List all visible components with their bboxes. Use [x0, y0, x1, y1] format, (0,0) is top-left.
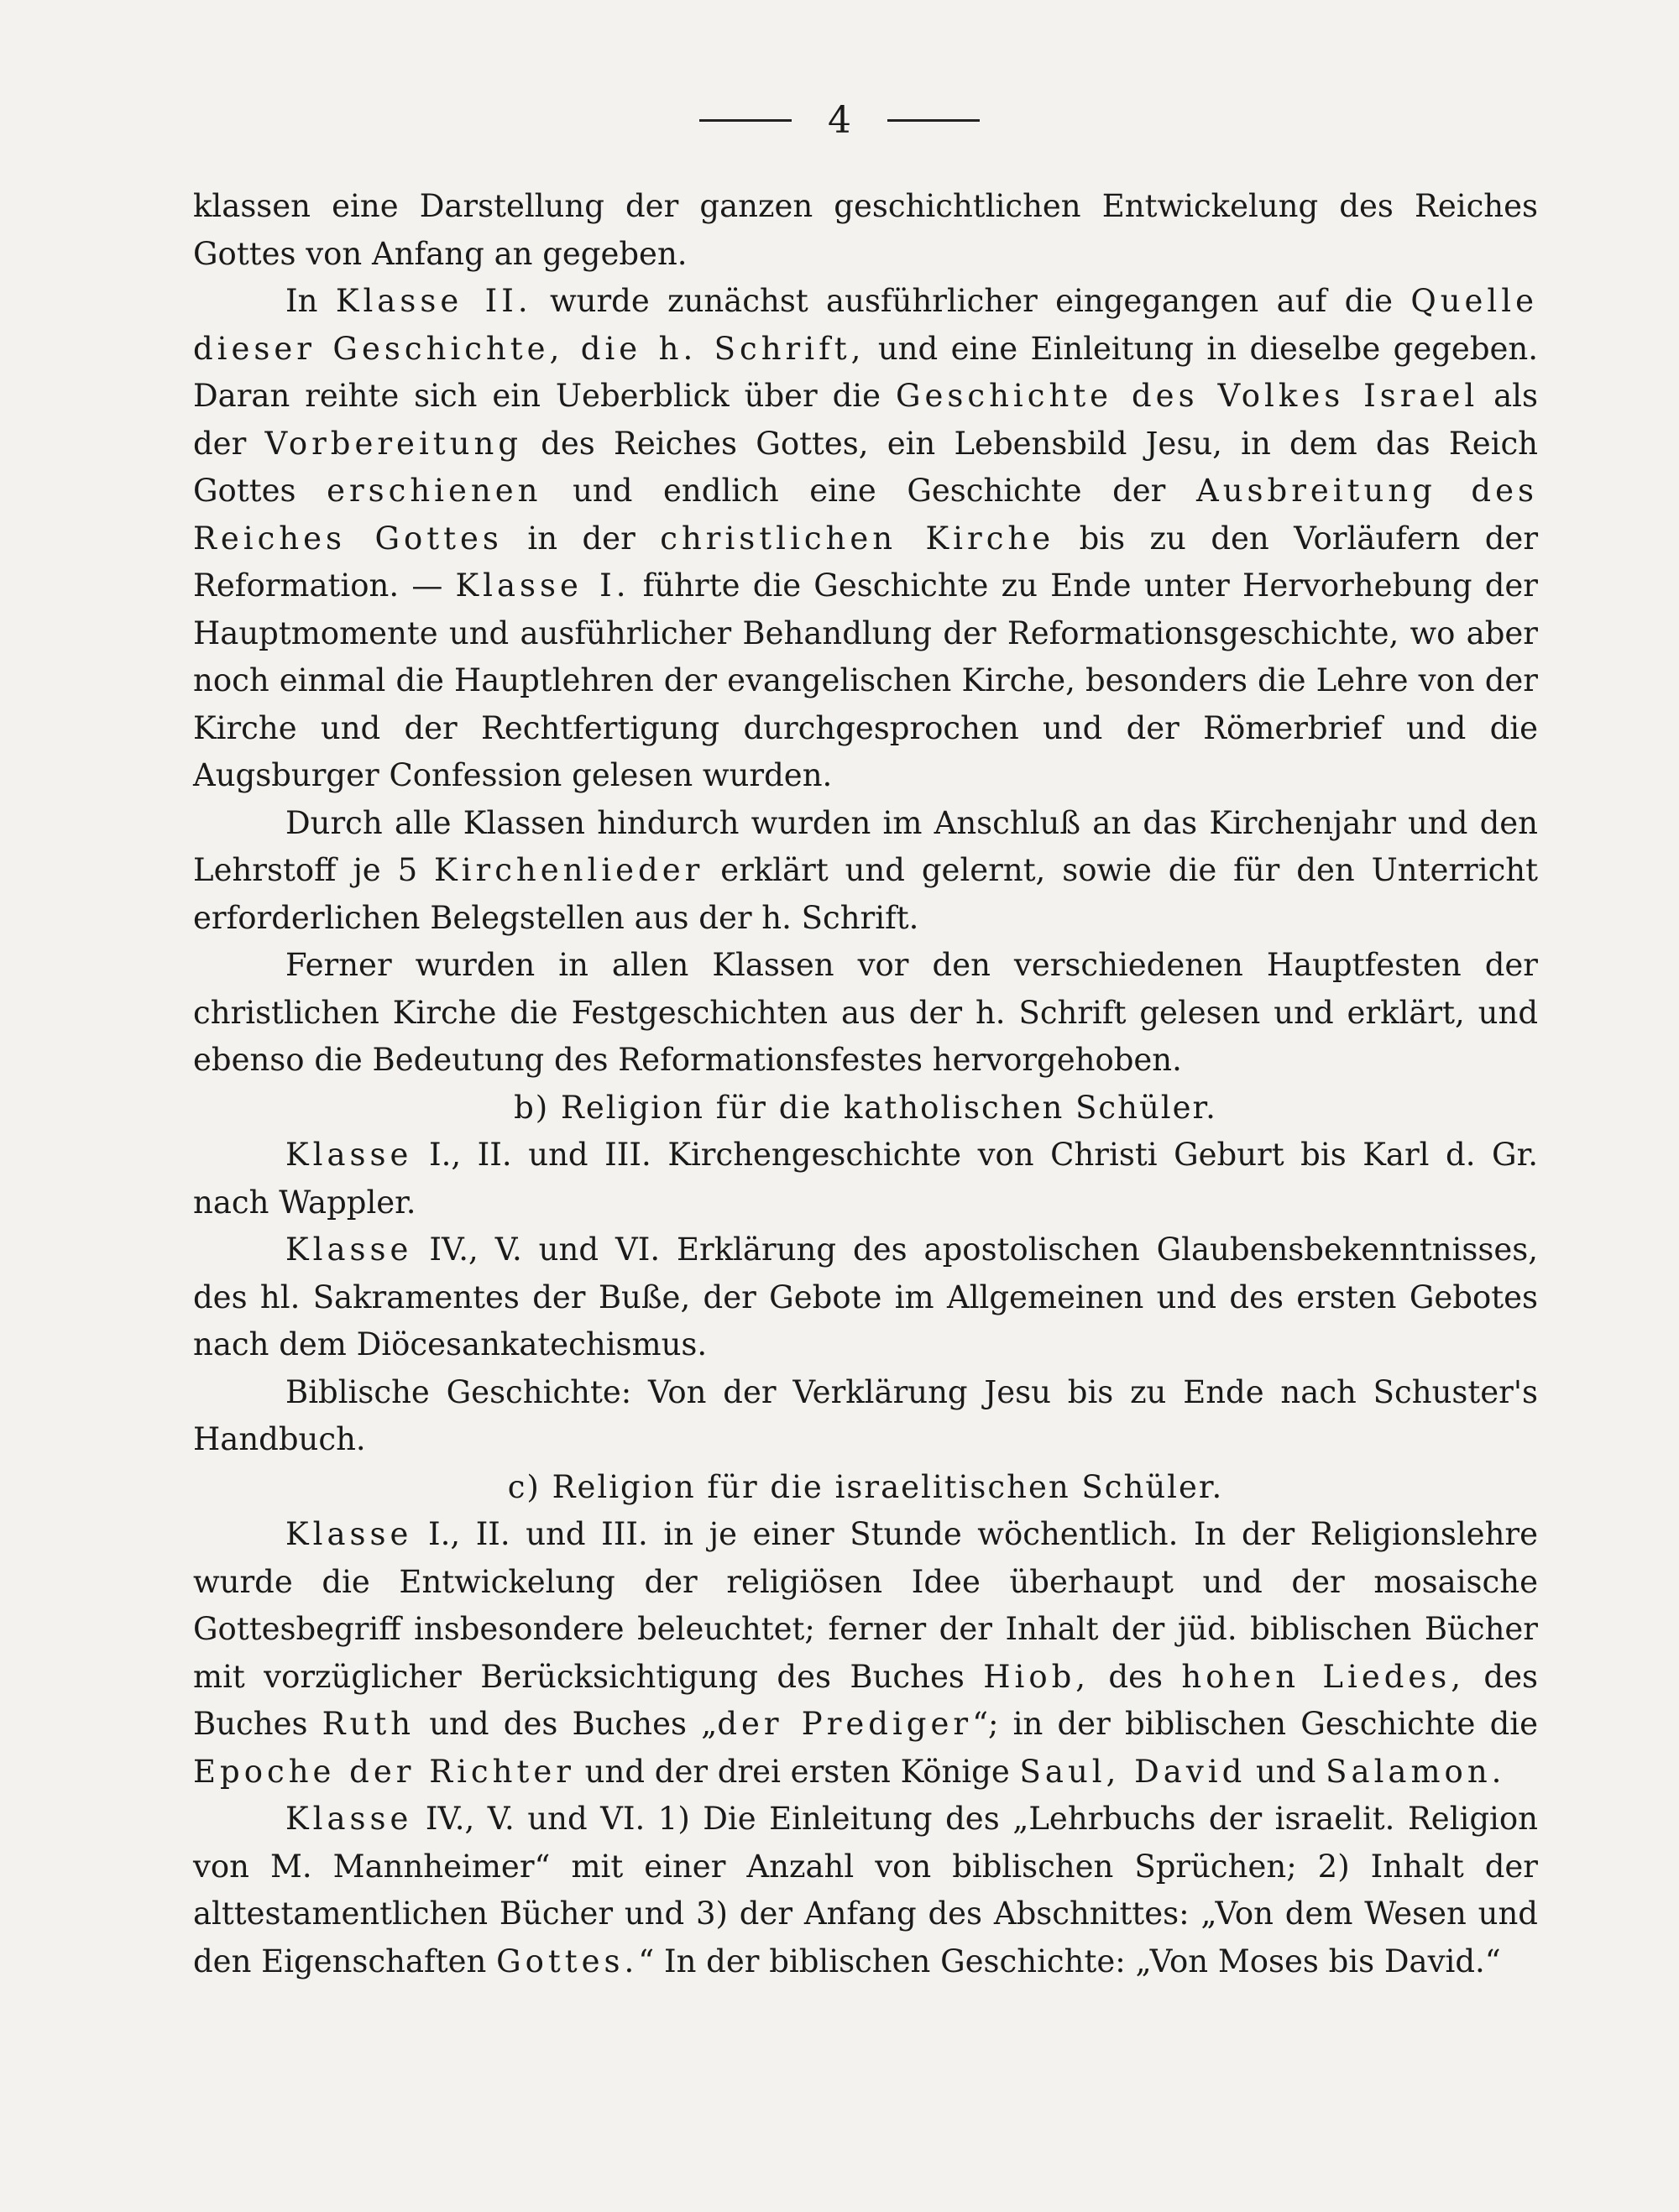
text-run: “ In der biblischen Geschichte: „Von Moses bis David.“ — [638, 1943, 1501, 1979]
text-run: und des Buches „ — [415, 1706, 718, 1742]
emphasized-text: der Prediger — [717, 1706, 973, 1742]
paragraph — [193, 942, 1538, 1085]
paragraph — [193, 1226, 1538, 1369]
emphasized-text: Saul, David — [1019, 1753, 1247, 1790]
emphasized-text: christlichen Kirche — [660, 520, 1055, 557]
text-run: des — [1090, 1658, 1182, 1695]
emphasized-text: Klasse I. — [455, 567, 630, 604]
text-run: I., II. und III. in je einer Stunde wöchentlich. In der Religionslehre wurde die Entwickelung der religiösen Idee überhaupt und der mosaische Gottesbegriff insbesondere beleuchtet; ferner der Inhalt der jüd. biblischen Bücher mit vorzüglicher Berücksichtigung des Buches — [193, 1516, 1538, 1695]
text-run: in der — [502, 520, 661, 557]
text-run: des Buches — [193, 1658, 1538, 1742]
text-run: und — [1246, 1753, 1326, 1790]
text-run: wurde zunächst ausführlicher eingegangen auf die — [531, 283, 1411, 319]
text-run: Ferner wurden in allen Klassen vor den verschiedenen Hauptfesten der christlichen Kirche die Festgeschichten aus der h. Schrift gelesen und erklärt, und ebenso die Bedeutung des Reformationsfestes hervorgehoben. — [193, 947, 1538, 1078]
text-run: IV., V. und VI. 1) Die Einleitung des „Lehrbuchs der israelit. Religion von M. Mannheimer“ mit einer Anzahl von biblischen Sprüchen; 2) Inhalt der alttestamentlichen Bücher und 3) der Anfang des Abschnittes: „Von dem Wesen und den Eigenschaften — [193, 1801, 1538, 1979]
emphasized-text: hohen Liedes, — [1181, 1658, 1466, 1695]
page-number-header — [0, 99, 1679, 142]
emphasized-text: Ruth — [322, 1706, 416, 1742]
text-run: Durch alle Klassen hindurch wurden im Anschluß an das Kirchenjahr und den Lehrstoff je 5 — [193, 804, 1538, 888]
text-run: und endlich eine Geschichte der — [541, 473, 1196, 509]
emphasized-text: Gottes. — [496, 1943, 639, 1979]
text-run: des Reiches Gottes, ein Lebensbild Jesu, in dem das Reich Gottes — [193, 425, 1538, 509]
text-run: erklärt und gelernt, sowie die für den Unterricht erforderlichen Belegstellen aus der h. Schrift. — [193, 852, 1538, 936]
emphasized-text: Hiob, — [983, 1658, 1091, 1695]
emphasized-text: Salamon. — [1326, 1753, 1506, 1790]
emphasized-text: Klasse — [285, 1137, 413, 1173]
text-run: In — [285, 283, 336, 319]
text-run: bis zu den Vorläufern der Reformation. — — [193, 520, 1539, 604]
paragraph — [193, 1511, 1538, 1796]
text-run: und der drei ersten Könige — [574, 1753, 1020, 1790]
text-run: I., II. und III. Kirchengeschichte von Christi Geburt bis Karl d. Gr. nach Wappler. — [193, 1137, 1538, 1221]
paragraph — [193, 278, 1538, 800]
emphasized-text: Ausbreitung des Reiches Gottes — [193, 473, 1538, 557]
emphasized-text: Klasse — [285, 1516, 413, 1552]
text-run: führte die Geschichte zu Ende unter Hervorhebung der Hauptmomente und ausführlicher Behandlung der Reformationsgeschichte, wo aber noch einmal die Hauptlehren der evangelischen Kirche, besonders die Lehre von der Kirche und der Rechtfertigung durchgesprochen und der Römerbrief und die Augsburger Confession gelesen wurden. — [193, 567, 1538, 793]
paragraph — [193, 1132, 1538, 1226]
text-run: als der — [193, 378, 1538, 462]
section-heading — [193, 1085, 1538, 1132]
emphasized-text: Klasse — [285, 1801, 413, 1837]
emphasized-text: erschienen — [327, 473, 542, 509]
paragraph — [193, 183, 1538, 278]
paragraph — [193, 800, 1538, 943]
header-rule-right — [887, 119, 980, 122]
page-number: 4 — [828, 99, 851, 142]
paragraph — [193, 1369, 1538, 1464]
text-run: c) Religion für die israelitischen Schüler. — [507, 1468, 1224, 1505]
header-rule-left — [699, 119, 792, 122]
emphasized-text: Vorbereitung — [264, 425, 522, 462]
emphasized-text: Epoche der Richter — [193, 1753, 575, 1790]
emphasized-text: Klasse — [285, 1232, 413, 1268]
section-heading — [193, 1464, 1538, 1512]
text-run: und eine Einleitung in dieselbe gegeben. Daran reihte sich ein Ueberblick über die — [193, 330, 1539, 414]
body-text — [193, 183, 1538, 1985]
emphasized-text: Klasse II. — [335, 283, 532, 319]
text-run: klassen eine Darstellung der ganzen geschichtlichen Entwickelung des Reiches Gottes von Anfang an gegeben. — [193, 188, 1538, 272]
text-run: Biblische Geschichte: Von der Verklärung Jesu bis zu Ende nach Schuster's Handbuch. — [193, 1373, 1538, 1457]
emphasized-text: Quelle dieser Geschichte, die h. Schrift, — [193, 283, 1538, 367]
text-run: IV., V. und VI. Erklärung des apostolischen Glaubensbekenntnisses, des hl. Sakramentes der Buße, der Gebote im Allgemeinen und des ersten Gebotes nach dem Diöcesankatechismus. — [193, 1232, 1538, 1362]
emphasized-text: Kirchenlieder — [434, 852, 704, 888]
text-run: b) Religion für die katholischen Schüler. — [514, 1089, 1217, 1126]
emphasized-text: Geschichte des Volkes Israel — [895, 378, 1479, 414]
text-run: “; in der biblischen Geschichte die — [972, 1706, 1539, 1742]
paragraph — [193, 1796, 1538, 1985]
